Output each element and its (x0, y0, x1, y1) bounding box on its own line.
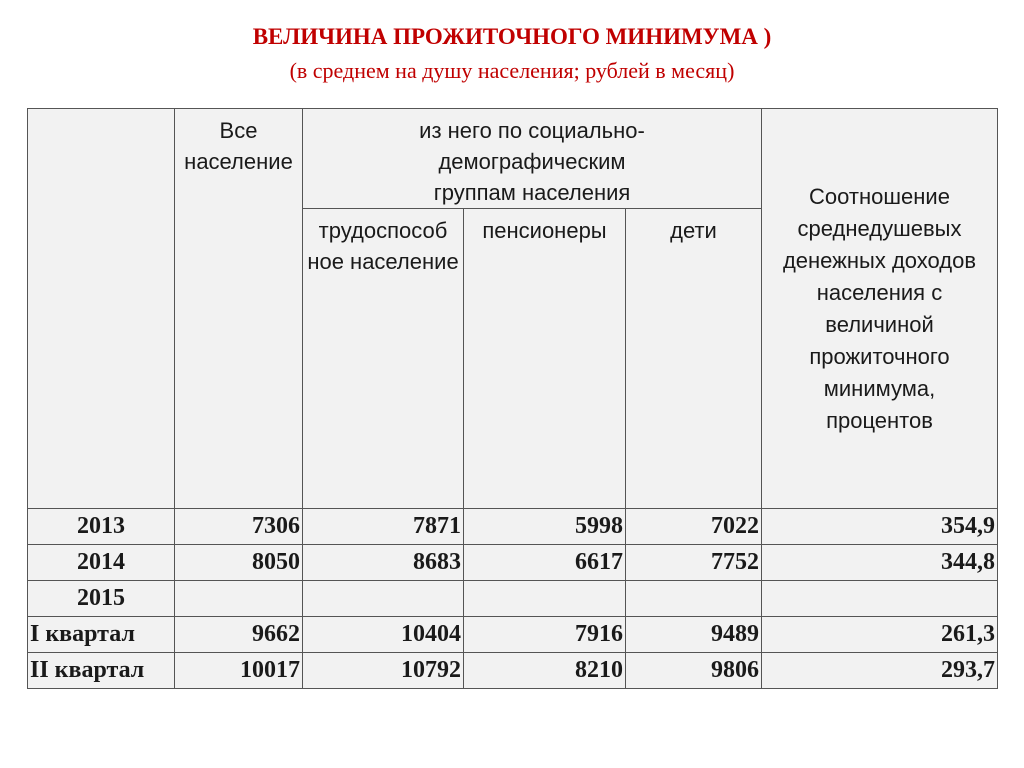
header-working-age (303, 209, 464, 509)
cell-all: 8050 (175, 545, 303, 581)
corner-header-cell (28, 109, 175, 509)
header-children: дети (626, 209, 762, 509)
cell-all: 10017 (175, 653, 303, 689)
cell-pensioners: 8210 (464, 653, 626, 689)
header-group (303, 109, 762, 209)
table-row (28, 545, 998, 581)
row-label: 2015 (28, 581, 175, 617)
table-row (28, 581, 998, 617)
row-label: 2014 (28, 545, 175, 581)
page-title: ВЕЛИЧИНА ПРОЖИТОЧНОГО МИНИМУМА ) (252, 24, 772, 49)
table-row (28, 617, 998, 653)
header-all-population: Все население (175, 109, 303, 509)
header-working-age-text: трудоспособ ное население (307, 218, 459, 274)
subsistence-minimum-table (27, 108, 998, 689)
cell-pensioners: 6617 (464, 545, 626, 581)
cell-children: 9489 (626, 617, 762, 653)
cell-working: 8683 (303, 545, 464, 581)
cell-pensioners: 5998 (464, 509, 626, 545)
table-row (28, 653, 998, 689)
cell-ratio: 261,3 (762, 617, 998, 653)
cell-ratio: 354,9 (762, 509, 998, 545)
cell-children: 7022 (626, 509, 762, 545)
cell-pensioners (464, 581, 626, 617)
cell-all: 9662 (175, 617, 303, 653)
cell-ratio: 344,8 (762, 545, 998, 581)
cell-ratio: 293,7 (762, 653, 998, 689)
row-label: II квартал (28, 653, 175, 689)
page-subtitle: (в среднем на душу населения; рублей в месяц) (289, 58, 735, 83)
header-ratio (762, 109, 998, 509)
row-label: 2013 (28, 509, 175, 545)
cell-working: 10792 (303, 653, 464, 689)
header-pensioners: пенсионеры (464, 209, 626, 509)
cell-pensioners: 7916 (464, 617, 626, 653)
table-row (28, 509, 998, 545)
header-group-text: из него по социально-демографическим группам населения (419, 118, 645, 205)
header-ratio-text: Соотношение среднедушевых денежных доходов населения с величиной прожиточного минимума, процентов (782, 183, 977, 433)
cell-working: 10404 (303, 617, 464, 653)
row-label: I квартал (28, 617, 175, 653)
cell-all: 7306 (175, 509, 303, 545)
cell-ratio (762, 581, 998, 617)
cell-working: 7871 (303, 509, 464, 545)
cell-children: 7752 (626, 545, 762, 581)
cell-working (303, 581, 464, 617)
cell-children: 9806 (626, 653, 762, 689)
cell-children (626, 581, 762, 617)
cell-all (175, 581, 303, 617)
